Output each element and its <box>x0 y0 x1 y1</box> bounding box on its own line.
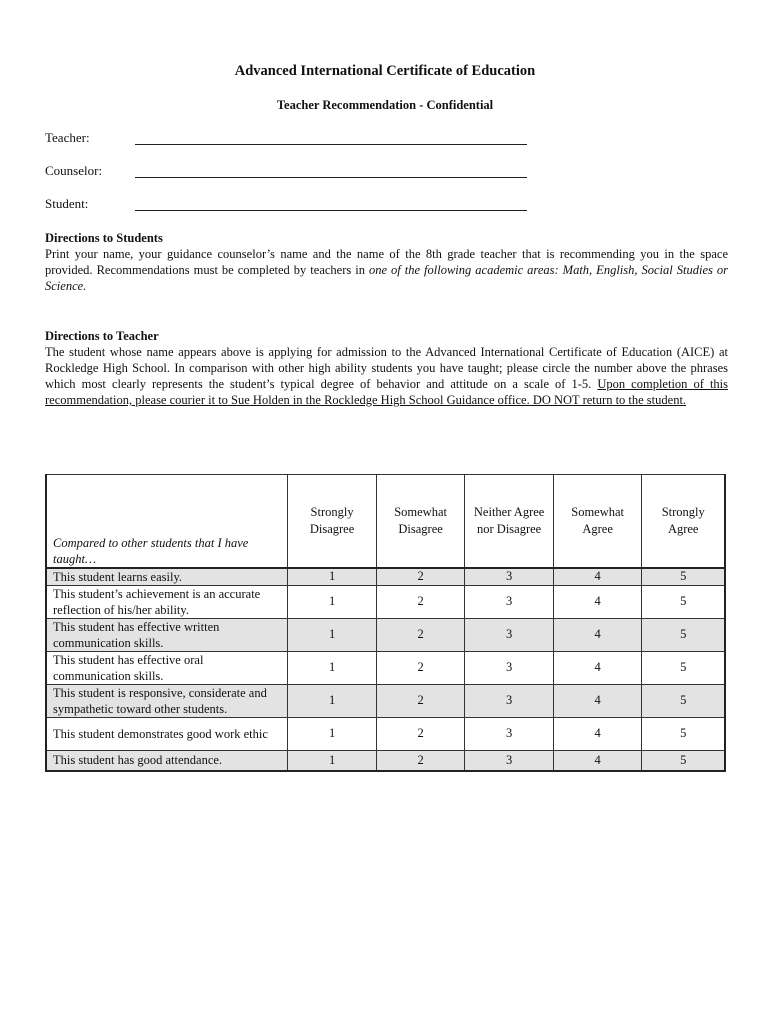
counselor-field[interactable] <box>45 163 527 179</box>
rating-option-2[interactable]: 2 <box>376 750 465 771</box>
student-line[interactable] <box>135 200 527 211</box>
rating-option-3[interactable]: 3 <box>465 568 553 586</box>
rating-option-2[interactable]: 2 <box>376 651 465 684</box>
rating-option-1[interactable]: 1 <box>288 750 376 771</box>
rating-table-header <box>46 475 725 568</box>
counselor-line[interactable] <box>135 167 527 178</box>
rating-option-1[interactable]: 1 <box>288 568 376 586</box>
rating-option-4[interactable]: 4 <box>553 684 642 717</box>
rating-option-4[interactable]: 4 <box>553 568 642 586</box>
row-statement: This student is responsive, considerate and sympathetic toward other students. <box>46 684 288 717</box>
rating-option-1[interactable]: 1 <box>288 684 376 717</box>
rating-option-5[interactable]: 5 <box>642 684 725 717</box>
header-somewhat-disagree: Somewhat Disagree <box>376 475 465 568</box>
student-field[interactable] <box>45 196 527 212</box>
student-label: Student: <box>45 196 89 211</box>
row-statement: This student has effective written communication skills. <box>46 618 288 651</box>
students-directions-plain: Print your name, your guidance counselor’s name and the name of the 8th grade teacher that is recommending you in the space provided. Recommendations must be completed by teachers in <box>45 247 728 277</box>
rating-option-5[interactable]: 5 <box>642 717 725 750</box>
teacher-field[interactable] <box>45 130 527 146</box>
rating-table <box>45 474 726 772</box>
rating-option-1[interactable]: 1 <box>288 585 376 618</box>
rating-option-2[interactable]: 2 <box>376 684 465 717</box>
rating-option-1[interactable]: 1 <box>288 651 376 684</box>
rating-option-3[interactable]: 3 <box>465 618 553 651</box>
row-statement: This student demonstrates good work ethic <box>46 717 288 750</box>
header-strongly-disagree: Strongly Disagree <box>288 475 376 568</box>
rating-option-1[interactable]: 1 <box>288 618 376 651</box>
compared-header <box>46 475 288 568</box>
rating-option-4[interactable]: 4 <box>553 750 642 771</box>
rating-option-1[interactable]: 1 <box>288 717 376 750</box>
rating-option-4[interactable]: 4 <box>553 618 642 651</box>
document-title: Advanced International Certificate of Education <box>234 63 536 79</box>
document-subtitle: Teacher Recommendation - Confidential <box>276 98 494 112</box>
rating-option-4[interactable]: 4 <box>553 585 642 618</box>
teacher-directions-heading: Directions to Teacher <box>45 329 159 343</box>
students-directions-text <box>45 246 728 294</box>
teacher-directions <box>45 328 728 408</box>
teacher-directions-underlined: Upon completion of this recommendation, please courier it to Sue Holden in the Rockledge High School Guidance office. DO NOT return to the student. <box>45 377 728 407</box>
rating-option-2[interactable]: 2 <box>376 717 465 750</box>
table-row <box>46 684 725 717</box>
rating-option-3[interactable]: 3 <box>465 651 553 684</box>
rating-option-2[interactable]: 2 <box>376 585 465 618</box>
rating-option-3[interactable]: 3 <box>465 585 553 618</box>
rating-option-5[interactable]: 5 <box>642 651 725 684</box>
students-directions-italic: one of the following academic areas: Math, English, Social Studies or Science. <box>45 263 728 293</box>
table-row <box>46 717 725 750</box>
counselor-label: Counselor: <box>45 163 103 178</box>
header-somewhat-agree: Somewhat Agree <box>553 475 642 568</box>
rating-option-3[interactable]: 3 <box>465 750 553 771</box>
row-statement: This student has good attendance. <box>46 750 288 771</box>
row-statement: This student learns easily. <box>46 568 288 586</box>
teacher-label: Teacher: <box>45 130 90 145</box>
compared-header-text: Compared to other students that I have taught… <box>53 535 249 566</box>
rating-option-5[interactable]: 5 <box>642 618 725 651</box>
header-strongly-agree: Strongly Agree <box>642 475 725 568</box>
table-row <box>46 750 725 771</box>
rating-option-2[interactable]: 2 <box>376 618 465 651</box>
row-statement: This student’s achievement is an accurate reflection of his/her ability. <box>46 585 288 618</box>
teacher-line[interactable] <box>135 134 527 145</box>
rating-option-4[interactable]: 4 <box>553 717 642 750</box>
rating-option-3[interactable]: 3 <box>465 717 553 750</box>
rating-option-5[interactable]: 5 <box>642 568 725 586</box>
rating-option-4[interactable]: 4 <box>553 651 642 684</box>
students-directions <box>45 230 728 294</box>
table-row <box>46 651 725 684</box>
rating-option-5[interactable]: 5 <box>642 585 725 618</box>
table-row <box>46 568 725 586</box>
table-row <box>46 585 725 618</box>
table-row <box>46 618 725 651</box>
rating-option-2[interactable]: 2 <box>376 568 465 586</box>
rating-option-5[interactable]: 5 <box>642 750 725 771</box>
teacher-directions-text <box>45 344 728 408</box>
row-statement: This student has effective oral communication skills. <box>46 651 288 684</box>
students-directions-heading: Directions to Students <box>45 231 163 245</box>
header-neither: Neither Agree nor Disagree <box>465 475 553 568</box>
teacher-directions-plain: The student whose name appears above is applying for admission to the Advanced International Certificate of Education (AICE) at Rockledge High School. In comparison with other high ability students you have taught; please circle the number above the phrases which most clearly represents the student’s typical degree of behavior and attitude on a scale of 1-5. <box>45 345 728 391</box>
rating-option-3[interactable]: 3 <box>465 684 553 717</box>
